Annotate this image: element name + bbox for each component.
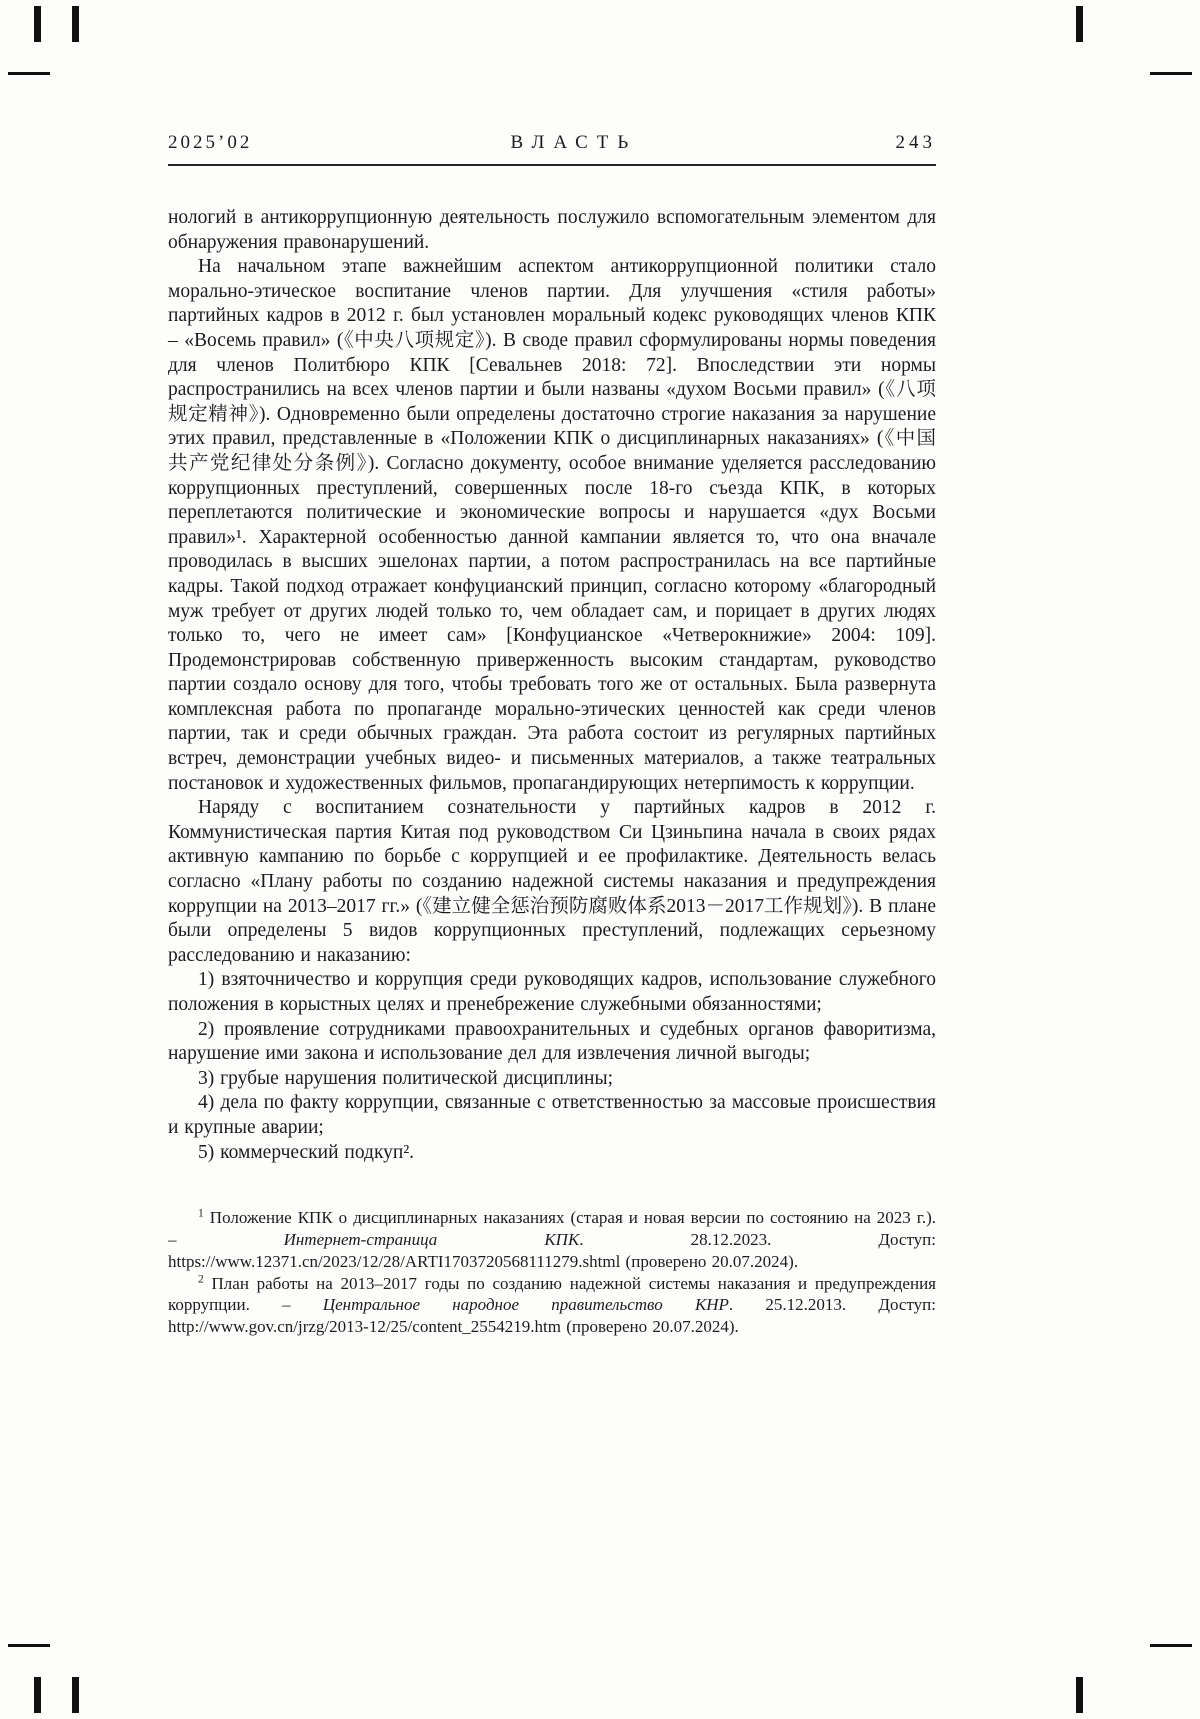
running-head [168, 132, 936, 166]
crop-mark [8, 72, 50, 75]
footnote-text: Положение КПК о дисциплинарных наказаниях (старая и новая версии по состоянию на 2023 г.). – [168, 1208, 936, 1249]
page-number: 243 [895, 132, 936, 153]
footnote-text: План работы на 2013–2017 годы по созданию надежной системы наказания и предупреждения коррупции. – [168, 1273, 936, 1315]
footnote [168, 1207, 936, 1272]
footnote-text: . 28.12.2023. Доступ: https://www.12371.cn/2023/12/28/ARTI1703720568111279.shtml (проверено 20.07.2024). [168, 1229, 937, 1271]
footnote-source-italic: Интернет-страница КПК [283, 1229, 580, 1249]
footnote [168, 1273, 936, 1338]
crop-mark [72, 6, 79, 42]
crop-mark [8, 1644, 50, 1647]
footnote-source-italic: Центральное народное правительство КНР [322, 1295, 729, 1315]
footnote-marker: 1 [198, 1206, 204, 1220]
crop-mark [72, 1677, 79, 1713]
crop-mark [1150, 1644, 1192, 1647]
paragraph: На начальном этапе важнейшим аспектом антикоррупционной политики стало морально-этическое воспитание членов партии. Для улучшения «стиля работы» партийных кадров в 2012 г. был установлен моральный кодекс руководящих членов КПК – «Восемь правил» (《中央八项规定》). В своде правил сформулированы нормы поведения для членов Политбюро КПК [Севальнев 2018: 72]. Впоследствии эти нормы распространились на всех членов партии и были названы «духом Восьми правил» (《八项规定精神》). Одновременно были определены достаточно строгие наказания за нарушение этих правил, представленные в «Положении КПК о дисциплинарных наказаниях» (《中国共产党纪律处分条例》). Согласно документу, особое внимание уделяется расследованию коррупционных преступлений, совершенных после 18-го съезда КПК, в которых переплетаются политические и экономические вопросы и нарушается «дух Восьми правил»¹. Характерной особенностью данной кампании является то, что она вначале проводилась в высших эшелонах партии, а потом распространилась на все партийные кадры. Такой подход отражает конфуцианский принцип, согласно которому «благородный муж требует от других людей только то, чем обладает сам, и порицает в других людях только то, чего не имеет сам» [Конфуцианское «Четверокнижие» 2004: 109]. Продемонстрировав собственную приверженность высоким стандартам, руководство партии создало основу для того, чтобы требовать того же от остальных. Была развернута комплексная работа по пропаганде морально-этических ценностей как среди членов партии, так и среди обычных граждан. Эта работа состоит из регулярных партийных встреч, демонстрации учебных видео- и письменных материалов, а также театральных постановок и художественных фильмов, пропагандирующих нетерпимость к коррупции. [168, 256, 936, 794]
list-item: 5) коммерческий подкуп². [198, 1141, 415, 1163]
paragraph: Наряду с воспитанием сознательности у партийных кадров в 2012 г. Коммунистическая партия Китая под руководством Си Цзиньпина начала в своих рядах активную кампанию по борьбе с коррупцией и ее профилактике. Деятельность велась согласно «Плану работы по созданию надежной системы наказания и предупреждения коррупции на 2013–2017 гг.» (《建立健全惩治预防腐败体系2013－2017工作规划》). В плане были определены 5 видов коррупционных преступлений, подлежащих серьезному расследованию и наказанию: [168, 797, 936, 966]
list-item: 4) дела по факту коррупции, связанные с ответственностью за массовые происшествия и крупные аварии; [168, 1092, 936, 1138]
article-body [168, 206, 936, 1165]
crop-mark [34, 1677, 41, 1713]
list-item: 2) проявление сотрудниками правоохранительных и судебных органов фаворитизма, нарушение ими закона и использование дел для извлечения личной выгоды; [168, 1018, 936, 1065]
list-item: 3) грубые нарушения политической дисциплины; [198, 1067, 614, 1089]
page-content [168, 132, 936, 1338]
footnotes-section [168, 1207, 936, 1338]
crop-mark [1076, 1677, 1083, 1713]
footnote-marker: 2 [198, 1271, 204, 1285]
crop-mark [34, 6, 41, 42]
journal-issue: 2025’02 [168, 132, 253, 153]
paragraph-continuation: нологий в антикоррупционную деятельность послужило вспомогательным элементом для обнаружения правонарушений. [168, 207, 936, 253]
list-item: 1) взяточничество и коррупция среди руководящих кадров, использование служебного положения в корыстных целях и пренебрежение служебными обязанностями; [168, 969, 936, 1015]
crop-mark [1150, 72, 1192, 75]
journal-title: ВЛАСТЬ [510, 132, 638, 153]
footnote-text: . 25.12.2013. Доступ: http://www.gov.cn/jrzg/2013-12/25/content_2554219.htm (проверено 20.07.2024). [168, 1295, 937, 1337]
crop-mark [1076, 6, 1083, 42]
